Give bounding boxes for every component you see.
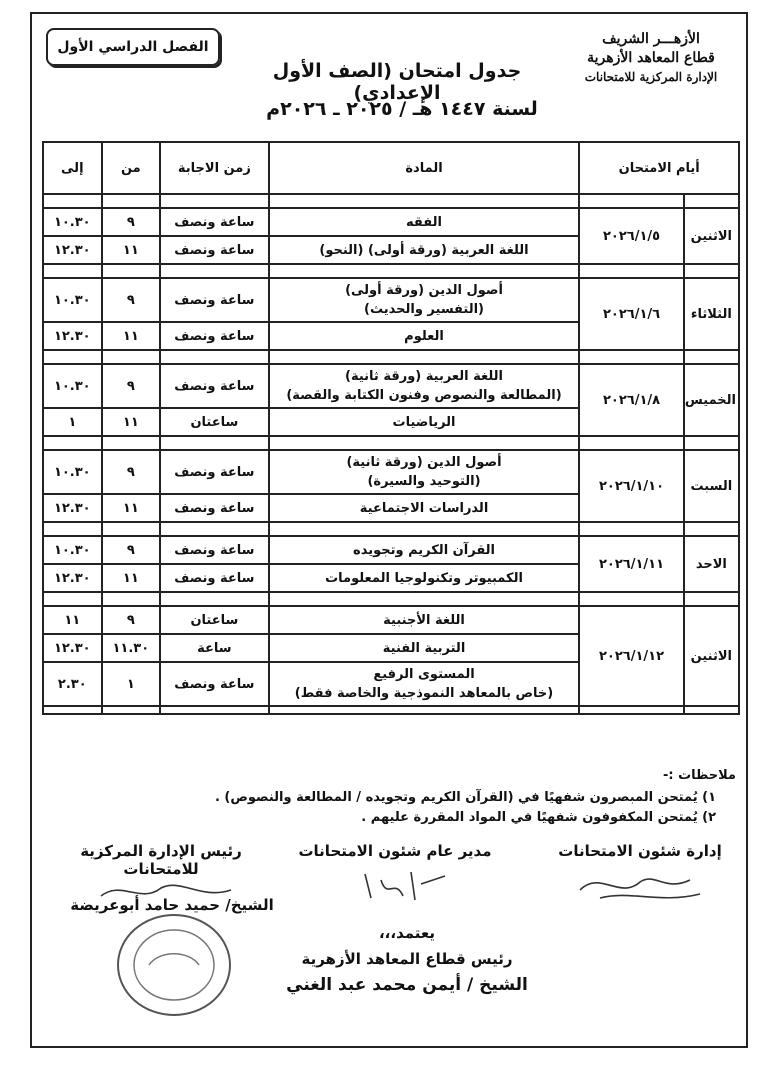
table-row — [43, 606, 739, 634]
duration-cell: ساعة ونصف — [160, 236, 269, 264]
group-separator — [43, 350, 739, 364]
separator-cell — [102, 350, 161, 364]
group-separator — [43, 194, 739, 208]
note-item: ٢) يُمتحن المكفوفون شفهيًا في المواد المقررة عليهم . — [361, 810, 716, 825]
separator-cell — [43, 436, 102, 450]
group-separator — [43, 436, 739, 450]
separator-cell — [43, 194, 102, 208]
duration-cell: ساعتان — [160, 408, 269, 436]
separator-cell — [102, 194, 161, 208]
from-time: ١١ — [102, 322, 161, 350]
separator-cell — [43, 264, 102, 278]
group-separator — [43, 264, 739, 278]
from-time: ١ — [102, 662, 161, 706]
from-time: ٩ — [102, 278, 161, 322]
table-row — [43, 278, 739, 322]
exam-day: الاثنين — [684, 606, 739, 706]
semester-box: الفصل الدراسي الأول — [46, 28, 220, 66]
subject-line: الكمبيوتر وتكنولوجيا المعلومات — [325, 570, 523, 586]
exam-schedule-page — [30, 12, 748, 1048]
duration-cell: ساعة ونصف — [160, 322, 269, 350]
exam-date: ٢٠٢٦/١/١١ — [579, 536, 683, 592]
subject-line: الرياضيات — [392, 414, 456, 430]
separator-cell — [579, 436, 683, 450]
from-time: ٩ — [102, 364, 161, 408]
separator-cell — [160, 436, 269, 450]
subject-cell — [269, 662, 580, 706]
note-item: ١) يُمتحن المبصرون شفهيًا في (القرآن الكريم وتجويده / المطالعة والنصوص) . — [214, 790, 716, 805]
separator-cell — [160, 350, 269, 364]
logo-line-3: الإدارة المركزية للامتحانات — [584, 70, 718, 84]
subject-cell — [269, 450, 580, 494]
group-separator — [43, 706, 739, 714]
subject-cell — [269, 408, 580, 436]
separator-cell — [269, 592, 580, 606]
schedule-table — [42, 141, 740, 715]
signature-dept — [540, 842, 740, 914]
to-time: ٢.٣٠ — [43, 662, 102, 706]
logo-line-2: قطاع المعاهد الأزهرية — [587, 50, 715, 66]
approval-block — [272, 920, 542, 998]
subject-line: المستوى الرفيع — [373, 667, 475, 682]
to-time: ١٠.٣٠ — [43, 536, 102, 564]
subject-line: التربية الفنية — [382, 640, 466, 656]
subject-cell — [269, 606, 580, 634]
subject-line: أصول الدين (ورقة ثانية) — [346, 455, 502, 470]
exam-date: ٢٠٢٦/١/١٠ — [579, 450, 683, 522]
signature-director — [280, 842, 510, 914]
approval-word: يعتمد،،، — [378, 924, 436, 942]
separator-cell — [684, 706, 739, 714]
duration-cell: ساعة ونصف — [160, 662, 269, 706]
subject-line: الدراسات الاجتماعية — [359, 500, 489, 516]
separator-cell — [160, 706, 269, 714]
separator-cell — [102, 706, 161, 714]
from-time: ٩ — [102, 208, 161, 236]
handwritten-signature — [325, 860, 465, 910]
sector-head-title: رئيس قطاع المعاهد الأزهرية — [301, 950, 513, 968]
group-separator — [43, 522, 739, 536]
separator-cell — [684, 264, 739, 278]
subject-line: العلوم — [404, 328, 444, 344]
from-time: ١١ — [102, 236, 161, 264]
separator-cell — [269, 522, 580, 536]
separator-cell — [579, 522, 683, 536]
subject-line: الفقه — [406, 214, 442, 230]
table-header-row — [43, 142, 739, 194]
from-time: ١١ — [102, 564, 161, 592]
exam-date: ٢٠٢٦/١/٨ — [579, 364, 683, 436]
azhar-logo — [562, 30, 740, 87]
exam-day: الثلاثاء — [684, 278, 739, 350]
separator-cell — [43, 350, 102, 364]
subject-cell — [269, 364, 580, 408]
separator-cell — [684, 436, 739, 450]
group-separator — [43, 592, 739, 606]
separator-cell — [579, 194, 683, 208]
academic-year: لسنة ١٤٤٧ هـ / ٢٠٢٥ ـ ٢٠٢٦م — [266, 98, 538, 120]
separator-cell — [579, 350, 683, 364]
subject-line: (المطالعة والنصوص وفنون الكتابة والقصة) — [286, 388, 562, 403]
subject-cell — [269, 278, 580, 322]
duration-cell: ساعة ونصف — [160, 536, 269, 564]
to-time: ١٢.٣٠ — [43, 236, 102, 264]
separator-cell — [43, 522, 102, 536]
separator-cell — [160, 194, 269, 208]
duration-cell: ساعتان — [160, 606, 269, 634]
header-duration: زمن الاجابة — [160, 142, 269, 194]
from-time: ١١.٣٠ — [102, 634, 161, 662]
separator-cell — [102, 436, 161, 450]
official-seal — [114, 910, 234, 1020]
handwritten-signature — [570, 860, 710, 910]
separator-cell — [684, 592, 739, 606]
exam-day: الاحد — [684, 536, 739, 592]
exam-date: ٢٠٢٦/١/١٢ — [579, 606, 683, 706]
separator-cell — [684, 350, 739, 364]
separator-cell — [102, 592, 161, 606]
to-time: ١١ — [43, 606, 102, 634]
to-time: ١٠.٣٠ — [43, 208, 102, 236]
separator-cell — [160, 264, 269, 278]
subject-cell — [269, 236, 580, 264]
from-time: ٩ — [102, 536, 161, 564]
exam-date: ٢٠٢٦/١/٦ — [579, 278, 683, 350]
subject-cell — [269, 564, 580, 592]
sector-head-name: الشيخ / أيمن محمد عبد الغني — [286, 975, 528, 995]
duration-cell: ساعة ونصف — [160, 208, 269, 236]
subject-cell — [269, 208, 580, 236]
duration-cell: ساعة ونصف — [160, 450, 269, 494]
separator-cell — [43, 592, 102, 606]
table-row — [43, 364, 739, 408]
to-time: ١٢.٣٠ — [43, 322, 102, 350]
subject-cell — [269, 494, 580, 522]
from-time: ١١ — [102, 494, 161, 522]
logo-line-1: الأزهـــر الشريف — [602, 31, 700, 47]
subject-cell — [269, 536, 580, 564]
separator-cell — [269, 436, 580, 450]
central-head-name: الشيخ/ حميد حامد أبوعريضة — [70, 896, 274, 914]
separator-cell — [269, 350, 580, 364]
subject-cell — [269, 634, 580, 662]
exam-date: ٢٠٢٦/١/٥ — [579, 208, 683, 264]
subject-cell — [269, 322, 580, 350]
separator-cell — [160, 522, 269, 536]
subject-line: القرآن الكريم وتجويده — [353, 542, 496, 558]
separator-cell — [102, 264, 161, 278]
duration-cell: ساعة ونصف — [160, 278, 269, 322]
signature-central-head-title: رئيس الإدارة المركزية للامتحانات — [80, 842, 242, 878]
duration-cell: ساعة — [160, 634, 269, 662]
page-title: جدول امتحان (الصف الأول الإعدادي) — [272, 60, 522, 104]
signature-dept-title: إدارة شئون الامتحانات — [558, 842, 722, 860]
separator-cell — [43, 706, 102, 714]
header-subject: المادة — [269, 142, 580, 194]
subject-line: اللغة العربية (ورقة ثانية) — [345, 369, 503, 384]
separator-cell — [269, 264, 580, 278]
header-days: أيام الامتحان — [579, 142, 739, 194]
subject-line: اللغة العربية (ورقة أولى) (النحو) — [319, 242, 529, 258]
separator-cell — [579, 592, 683, 606]
to-time: ١٠.٣٠ — [43, 278, 102, 322]
separator-cell — [269, 706, 580, 714]
to-time: ١٠.٣٠ — [43, 364, 102, 408]
duration-cell: ساعة ونصف — [160, 564, 269, 592]
table-row — [43, 208, 739, 236]
subject-line: (خاص بالمعاهد النموذجية والخاصة فقط) — [294, 686, 554, 701]
header-from: من — [102, 142, 161, 194]
from-time: ٩ — [102, 450, 161, 494]
to-time: ١٢.٣٠ — [43, 634, 102, 662]
subject-line: اللغة الأجنبية — [383, 612, 465, 628]
header-to: إلى — [43, 142, 102, 194]
separator-cell — [269, 194, 580, 208]
table-row — [43, 536, 739, 564]
exam-day: الاثنين — [684, 208, 739, 264]
separator-cell — [160, 592, 269, 606]
separator-cell — [579, 264, 683, 278]
exam-day: الخميس — [684, 364, 739, 436]
table-row — [43, 450, 739, 494]
separator-cell — [579, 706, 683, 714]
subject-line: (التفسير والحديث) — [364, 302, 484, 317]
to-time: ١٢.٣٠ — [43, 494, 102, 522]
separator-cell — [684, 522, 739, 536]
signature-director-title: مدير عام شئون الامتحانات — [298, 842, 492, 860]
to-time: ١٠.٣٠ — [43, 450, 102, 494]
subject-line: أصول الدين (ورقة أولى) — [345, 283, 503, 298]
from-time: ٩ — [102, 606, 161, 634]
to-time: ١٢.٣٠ — [43, 564, 102, 592]
separator-cell — [684, 194, 739, 208]
from-time: ١١ — [102, 408, 161, 436]
to-time: ١ — [43, 408, 102, 436]
duration-cell: ساعة ونصف — [160, 494, 269, 522]
exam-day: السبت — [684, 450, 739, 522]
subject-line: (التوحيد والسيرة) — [367, 474, 481, 489]
notes-section — [46, 766, 736, 828]
notes-heading: ملاحظات :- — [662, 768, 736, 783]
duration-cell: ساعة ونصف — [160, 364, 269, 408]
separator-cell — [102, 522, 161, 536]
